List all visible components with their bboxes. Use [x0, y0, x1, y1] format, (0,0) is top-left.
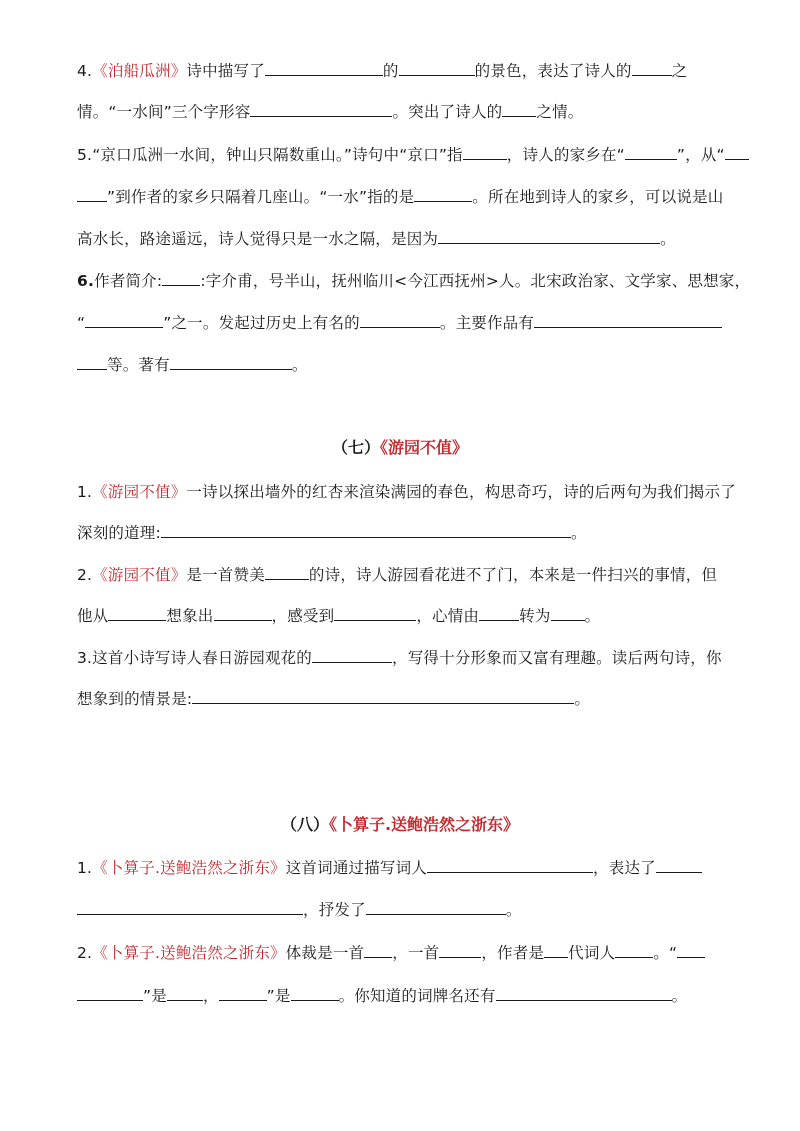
q-text: ，一首 — [392, 944, 440, 962]
answer-blank[interactable] — [427, 857, 593, 873]
q-text: ”是 — [143, 987, 167, 1005]
q-text: 想象到的情景是: — [77, 690, 193, 708]
poem-title: 《游园不值》 — [92, 483, 187, 501]
q-text: 。 — [505, 901, 522, 919]
q-text: 。你知道的词牌名还有 — [338, 987, 496, 1005]
q-text: 5.“京口瓜洲一水间，钟山只隔数重山。”诗句中“京口”指 — [77, 146, 463, 164]
answer-blank[interactable] — [77, 899, 303, 915]
answer-blank[interactable] — [399, 60, 475, 76]
answer-blank[interactable] — [656, 857, 702, 873]
poem-title: 《泊船瓜洲》 — [92, 62, 187, 80]
q-text: 等。著有 — [107, 356, 170, 374]
q-text: ”，从“ — [676, 146, 725, 164]
section-title: 《游园不值》 — [380, 438, 469, 457]
q-text: 。 — [570, 524, 587, 542]
answer-blank[interactable] — [366, 899, 506, 915]
q-number: 4. — [77, 62, 93, 80]
q-text: ”之一。发起过历史上有名的 — [163, 314, 360, 332]
q7-1-line2 — [77, 522, 587, 544]
answer-blank[interactable] — [77, 985, 143, 1001]
q-number: 6. — [77, 272, 95, 290]
poem-title: 《游园不值》 — [92, 566, 187, 584]
q-number: 2. — [77, 944, 93, 962]
q6-5-line2 — [77, 186, 724, 208]
answer-blank[interactable] — [463, 144, 507, 160]
answer-blank[interactable] — [85, 312, 163, 328]
q-text: ，感受到 — [271, 607, 335, 625]
answer-blank[interactable] — [677, 942, 705, 958]
answer-blank[interactable] — [265, 564, 309, 580]
answer-blank[interactable] — [250, 101, 392, 117]
section-number: （八） — [280, 815, 329, 834]
answer-blank[interactable] — [496, 985, 672, 1001]
poem-title: 《卜算子.送鲍浩然之浙东》 — [92, 859, 286, 877]
section-number: （七） — [331, 438, 380, 457]
answer-blank[interactable] — [265, 60, 383, 76]
answer-blank[interactable] — [502, 101, 536, 117]
q-number: 1. — [77, 859, 93, 877]
answer-blank[interactable] — [632, 60, 672, 76]
answer-blank[interactable] — [360, 312, 440, 328]
q-text: 的景色，表达了诗人的 — [474, 62, 632, 80]
q-text: 诗中描写了 — [186, 62, 265, 80]
q-text: 。 — [574, 690, 591, 708]
q6-5-line3 — [77, 228, 676, 250]
q-text: 想象出 — [166, 607, 214, 625]
q6-4-line2 — [77, 101, 583, 123]
q7-3-line1 — [77, 647, 722, 669]
section-heading-7 — [0, 437, 800, 459]
q7-2-line1 — [77, 564, 717, 586]
answer-blank[interactable] — [161, 522, 571, 538]
answer-blank[interactable] — [108, 605, 166, 621]
q8-1-line1 — [77, 857, 702, 879]
q-text: 这首词通过描写词人 — [285, 859, 428, 877]
q-text: 。主要作品有 — [439, 314, 535, 332]
answer-blank[interactable] — [312, 647, 392, 663]
q6-6-line2 — [77, 312, 722, 334]
answer-blank[interactable] — [77, 354, 107, 370]
answer-blank[interactable] — [167, 985, 203, 1001]
q-text: 的诗，诗人游园看花进不了门，本来是一件扫兴的事情，但 — [308, 566, 718, 584]
q-text: 他从 — [77, 607, 109, 625]
q6-6-line1 — [77, 270, 750, 292]
q6-5-line1 — [77, 144, 749, 166]
answer-blank[interactable] — [551, 605, 585, 621]
answer-blank[interactable] — [625, 144, 677, 160]
answer-blank[interactable] — [214, 605, 272, 621]
q-text: 之情。 — [536, 103, 584, 121]
q-text: 3.这首小诗写诗人春日游园观花的 — [77, 649, 312, 667]
answer-blank[interactable] — [414, 186, 472, 202]
q-text: 深刻的道理: — [77, 524, 161, 542]
q-text: 。 — [660, 230, 676, 248]
q-text: 代词人 — [568, 944, 616, 962]
answer-blank[interactable] — [725, 144, 749, 160]
q-text: 情。“一水间”三个字形容 — [77, 103, 251, 121]
q6-4-line1 — [77, 60, 687, 82]
q-text: “ — [77, 314, 86, 332]
q-text: ，表达了 — [593, 859, 656, 877]
q-text: 。 — [291, 356, 308, 374]
q-text: ”到作者的家乡只隔着几座山。“一水”指的是 — [107, 188, 415, 206]
q-text: 转为 — [519, 607, 551, 625]
q-text: ， — [202, 987, 219, 1005]
section-title: 《卜算子.送鲍浩然之浙东》 — [328, 815, 520, 834]
answer-blank[interactable] — [439, 942, 481, 958]
q7-3-line2 — [77, 688, 590, 710]
answer-blank[interactable] — [334, 605, 416, 621]
q-text: 作者简介: — [94, 272, 163, 290]
q-text: 的 — [382, 62, 399, 80]
q-text: 一诗以探出墙外的红杏来渲染满园的春色，构思奇巧，诗的后两句为我们揭示了 — [186, 483, 736, 501]
q-text: 。 — [584, 607, 601, 625]
q-text: ”是 — [266, 987, 291, 1005]
q7-2-line2 — [77, 605, 600, 627]
q8-2-line2 — [77, 985, 687, 1007]
q-text: ，作者是 — [481, 944, 545, 962]
answer-blank[interactable] — [219, 985, 267, 1001]
q-text: 。所在地到诗人的家乡，可以说是山 — [472, 188, 724, 206]
answer-blank[interactable] — [192, 688, 574, 704]
answer-blank[interactable] — [364, 942, 392, 958]
answer-blank[interactable] — [479, 605, 519, 621]
q-number: 2. — [77, 566, 93, 584]
q8-2-line1 — [77, 942, 705, 964]
q-text: 体裁是一首 — [285, 944, 365, 962]
q-text: ，写得十分形象而又富有理趣。读后两句诗，你 — [392, 649, 722, 667]
q8-1-line2 — [77, 899, 522, 921]
q7-1-line1 — [77, 481, 736, 503]
section-heading-8 — [0, 814, 800, 836]
q-text: ，抒发了 — [303, 901, 366, 919]
q-text: 。突出了诗人的 — [392, 103, 503, 121]
answer-blank[interactable] — [291, 985, 339, 1001]
poem-title: 《卜算子.送鲍浩然之浙东》 — [92, 944, 286, 962]
answer-blank[interactable] — [534, 312, 722, 328]
q-text: ，诗人的家乡在“ — [506, 146, 625, 164]
q-text: ，心情由 — [416, 607, 480, 625]
answer-blank[interactable] — [615, 942, 653, 958]
q-text: 是一首赞美 — [186, 566, 265, 584]
q6-6-line3 — [77, 354, 308, 376]
q-text: 。 — [671, 987, 688, 1005]
answer-blank[interactable] — [77, 186, 107, 202]
q-text: 高水长，路途遥远，诗人觉得只是一水之隔，是因为 — [77, 230, 439, 248]
q-text: 之 — [671, 62, 688, 80]
answer-blank[interactable] — [438, 228, 660, 244]
q-text: :字介甫，号半山，抚州临川<今江西抚州>人。北宋政治家、文学家、思想家， — [200, 272, 751, 290]
q-text: 。“ — [653, 944, 678, 962]
answer-blank[interactable] — [170, 354, 292, 370]
answer-blank[interactable] — [162, 270, 200, 286]
q-number: 1. — [77, 483, 93, 501]
answer-blank[interactable] — [544, 942, 568, 958]
